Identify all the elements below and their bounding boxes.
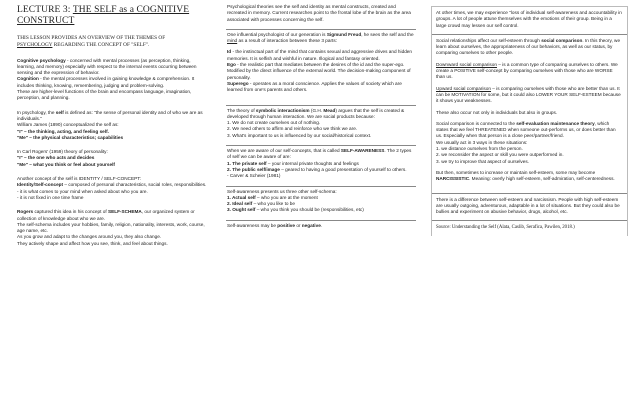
- freud-intro: One influential psychologist of our generation is Sigmund Freud, he sees the self and the mind as a result of interaction between these 3 parts:: [227, 31, 414, 44]
- social-comparison-block: [432, 35, 627, 194]
- mental-construct-block: Psychological theories see the self and identity as mental constructs, created and recreated in memory. Current researches point to the frontal lobe of the brain as the area associated with processes concerning the self.: [226, 2, 416, 30]
- self-awareness-block: When we are aware of our self-concepts, that is called SELF-AWARENESS. The 2 types of self we can be aware of are: 1. The private self – your internal private thoughts and feelings 2. The public self/image – geared to having a good presentation of yourself to others. - Carver & Scheier (1981): [226, 146, 416, 186]
- social-comparison-intro: Social relationships affect our self-esteem through social comparison. In this theory, we learn about ourselves, the appropriateness of our behaviors, as well as our status, by comparing ourselves to other people.: [436, 37, 621, 56]
- id-ego-superego: Id - the instinctual part of the mind that contains sexual and aggressive drives and hidden memories. It is selfish and wishful in nature. Illogical and fantasy oriented. Ego - the realistic part that mediates between the desires of the id and the super-ego. Modified by the direct influence of the external world. The decision-making component of personality. Superego - operates as a moral conscience. Applies the values of society which are learned from one's parents and others.: [227, 49, 413, 93]
- freud-block: [226, 30, 416, 106]
- identity-self-concept: Another concept of the self is IDENTITY / SELF-CONCEPT: Identity/Self-concept – composed of personal characteristics, social roles, responsibilities. - it is what comes to your mind when asked about who you are. - it is not fixed in one time frame: [17, 176, 207, 200]
- column-middle: [226, 2, 416, 235]
- symbolic-interactionism-block: The theory of symbolic interactionism (G.H. Mead) argues that the self is created & developed through human interaction. We are social products because: 1. We do not create ourselves out of nothing. 2. We need others to affirm and reinforce who we think we are. 3. What's important to us is influenced by our social/historical context.: [226, 106, 416, 146]
- groups-note: These also occur not only in individuals but also in groups.: [436, 109, 558, 115]
- downward-comparison: Downward social comparison – is a common type of comparing ourselves to others. We create a POSITIVE self-concept by comparing ourselves with those who are WORSE than us.: [436, 61, 618, 80]
- narcissism: But then, sometimes to increase or maintain self-esteem, some may become NARCISSISTIC. Meaning: overly high self-esteem, self-admiration, self-centeredness.: [436, 169, 615, 182]
- column-left: [17, 0, 207, 255]
- lecture-title: LECTURE 3: THE SELF as a COGNITIVE CONSTRUCT: [17, 5, 190, 26]
- cognitive-psychology-definition: Cognitive psychology - concerned with mental processes (as perception, thinking, learning, and memory) especially with respect to the internal events occurring between sensing and the expression of behavior. Cognition - the mental processes involved in gaining knowledge & comprehension. It includes thinking, knowing, remembering, judging and problem-solving. These are higher-level functions of the brain and encompass language, imagination, perception, and planning.: [17, 57, 197, 101]
- group-awareness-block: At other times, we may experience "loss of individual self-awareness and accountability in groups. A lot of people attune themselves with the emotions of their group. Being in a large crowd may lessen our self control.: [432, 7, 627, 35]
- positive-negative-block: Self-awareness may be positive or negative.: [227, 222, 323, 228]
- self-evaluation-maintenance: Social comparison is connected to the self-evaluation maintenance theory, which states that we feel THREATENED when someone out-performs us, or does better than us. Especially when that person is a close peer/partner/friend. We usually act in 3 ways in these situations: 1. we distance ourselves from the person. 2. we reconsider the aspect or skill you were outperformed in. 3. we try to improve that aspect of ourselves.: [436, 120, 616, 164]
- self-definition: In psychology, the self is defined as: "the sense of personal identity and of who we are as individuals." William James (1890) conceptualized the self as: "I" – the thinking, acting, and feeling self. "Me" – the physical characteristics; capabilities: [17, 109, 203, 140]
- column-right: [431, 6, 628, 236]
- lesson-subtitle: THIS LESSON PROVIDES AN OVERVIEW OF THE THEMES OF PSYCHOLOGY REGARDING THE CONCEPT OF "SELF".: [17, 35, 166, 48]
- rogers-theory: In Carl Rogers' (1959) theory of personality: "I" – the one who acts and decides "Me" – what you think or feel about yourself: [17, 149, 115, 167]
- self-schema-section: Rogers captured this idea in his concept of SELF-SCHEMA, our organized system or collection of knowledge about who we are. The self-schema includes your hobbies, family, religion, nationality, interests, work, course, age name, etc. As you grow and adapt to the changes around you, they also change. They actively shape and affect how you see, think, and feel about things.: [17, 209, 205, 246]
- self-esteem-vs-narcissism: There is a difference between self-esteem and narcissism. People with high self-esteem are usually outgoing, adventurous, adaptable in a lot of situations. But they could also be bullies and experiment on abusive behavior, drugs, alcohol, etc.: [432, 194, 627, 222]
- three-selves-block: Self-awareness presents us three other self-schema: 1. Actual self – who you are at the moment 2. Ideal self – who you like to be 3. Ought self – who you think you should be (responsibilities, etc): [226, 187, 416, 221]
- title-underlined: THE SELF as a COGNITIVE CONSTRUCT: [17, 5, 190, 26]
- source-citation: Source: Understanding the Self (Alata, Caslib, Serafica, Pawilen, 2018.): [436, 225, 575, 231]
- upward-comparison: Upward social comparison – is comparing ourselves with those who are better than us. It can be MOTIVATION for some, but it could also LOWER YOUR SELF-ESTEEM because it shows your weaknesses.: [436, 85, 621, 104]
